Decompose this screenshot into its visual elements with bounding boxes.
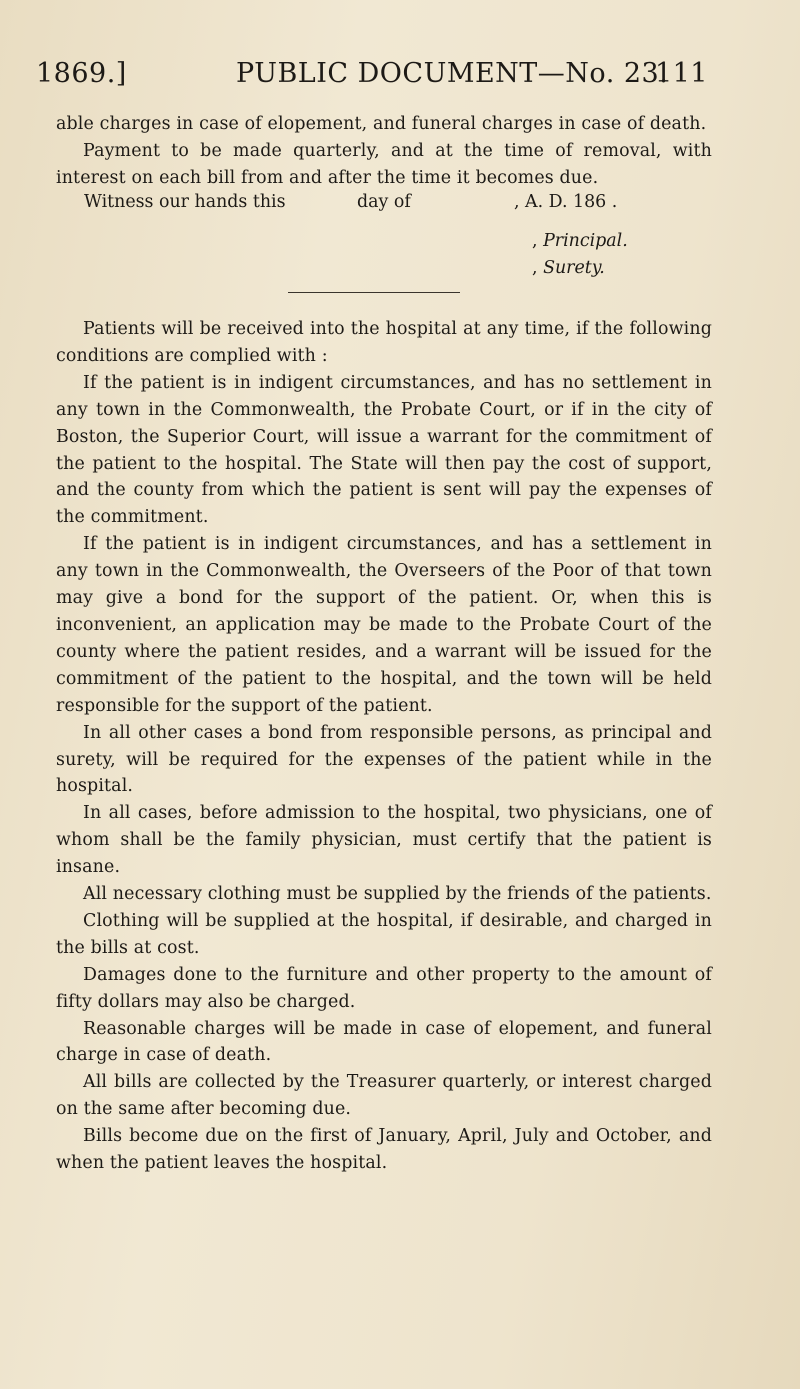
paragraph-clothing-friends: All necessary clothing must be supplied by the friends of the patients. — [83, 884, 712, 905]
paragraph-clothing-hospital: Clothing will be supplied at the hospital, if desirable, and charged in the bills at cost. — [56, 910, 712, 958]
witness-year: , A. D. 186 . — [514, 192, 618, 212]
bond-line-continuation: able charges in case of elopement, and funeral charges in case of death. — [56, 114, 707, 134]
paragraph-certification: In all cases, before admission to the hospital, two physicians, one of whom shall be the family physician, must certify that the patient is insane. — [56, 803, 712, 878]
signature-surety-label: Surety. — [543, 258, 605, 278]
page-number: 111 — [654, 58, 708, 89]
bond-payment-terms: Payment to be made quarterly, and at the time of removal, with interest on each bill from and after the time it becomes due. — [56, 140, 712, 188]
paragraph-reasonable-charges: Reasonable charges will be made in case of elopement, and funeral charge in case of death. — [56, 1018, 712, 1066]
signature-principal-comma: , — [532, 231, 538, 251]
paragraph-intro: Patients will be received into the hospital at any time, if the following conditions are complied with : — [56, 319, 712, 366]
witness-day: day of — [357, 192, 411, 212]
bond-form-text — [56, 111, 712, 192]
section-divider — [288, 292, 460, 293]
paragraph-bills-due: Bills become due on the first of January, April, July and October, and when the patient leaves the hospital. — [56, 1126, 712, 1174]
paragraph-bills-collected: All bills are collected by the Treasurer quarterly, or interest charged on the same after becoming due. — [56, 1072, 712, 1120]
admission-conditions — [56, 316, 712, 1177]
header-title: PUBLIC DOCUMENT—No. 23. — [236, 58, 669, 89]
witness-line — [84, 189, 724, 216]
signature-principal-label: Principal. — [543, 231, 628, 251]
signature-principal — [532, 228, 628, 255]
header-year: 1869.] — [36, 58, 127, 89]
witness-text: Witness our hands this — [84, 192, 286, 212]
signature-surety-comma: , — [532, 258, 538, 278]
page-header — [36, 58, 708, 98]
paragraph-other-cases: In all other cases a bond from responsible persons, as principal and surety, will be required for the expenses of the patient while in the hospital. — [56, 722, 712, 797]
paragraph-no-settlement: If the patient is in indigent circumstances, and has no settlement in any town in the Commonwealth, the Probate Court, or if in the city of Boston, the Superior Court, will issue a warrant for the commitment of the patient to the hospital. The State will then pay the cost of support, and the county from which the patient is sent will pay the expenses of the commitment. — [56, 372, 712, 528]
signature-surety — [532, 255, 605, 282]
paragraph-with-settlement: If the patient is in indigent circumstances, and has a settlement in any town in the Commonwealth, the Overseers of the Poor of that town may give a bond for the support of the patient. Or, when this is inconvenient, an application may be made to the Probate Court of the county where the patient resides, and a warrant will be issued for the commitment of the patient to the hospital, and the town will be held responsible for the support of the patient. — [56, 534, 712, 716]
paragraph-damages: Damages done to the furniture and other property to the amount of fifty dollars may also be charged. — [56, 964, 712, 1012]
